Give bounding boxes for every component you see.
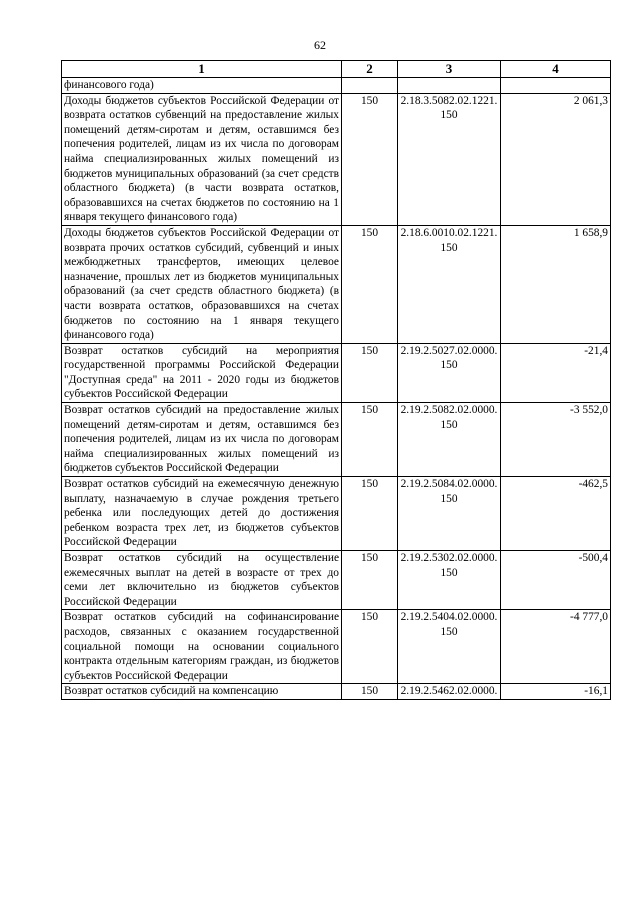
row-admin-code-cell: 150: [342, 610, 398, 684]
row-budget-code-cell: 2.18.6.0010.02.1221. 150: [398, 225, 501, 343]
row-name-cell: Возврат остатков субсидий на софинансирование расходов, связанных с оказанием государственной социальной помощи на основании социального контракта отдельным категориям граждан, из бюджетов субъектов Российской Федерации: [62, 610, 342, 684]
row-name-cell: Возврат остатков субсидий на осуществление ежемесячных выплат на детей в возрасте от трех до семи лет включительно из бюджетов субъектов Российской Федерации: [62, 551, 342, 610]
row-name-cell: Доходы бюджетов субъектов Российской Федерации от возврата остатков субвенций на предоставление жилых помещений детям-сиротам и детям, оставшимся без попечения родителей, лицам из их числа по договорам найма специализированных жилых помещений из бюджетов муниципальных образований (за счет средств областного бюджета) (в части возврата остатков, образовавшихся на счетах бюджетов по состоянию на 1 января текущего финансового года): [62, 93, 342, 225]
table-row: [62, 551, 611, 610]
row-admin-code-cell: 150: [342, 93, 398, 225]
row-budget-code-cell: 2.18.3.5082.02.1221. 150: [398, 93, 501, 225]
page-number: 62: [314, 38, 326, 52]
row-admin-code-cell: 150: [342, 225, 398, 343]
table-row: [62, 684, 611, 700]
row-amount-cell: [501, 78, 611, 94]
row-admin-code-cell: 150: [342, 343, 398, 402]
table-row: [62, 477, 611, 551]
table-row: [62, 93, 611, 225]
column-header-1: 1: [62, 61, 342, 78]
row-amount-cell: -21,4: [501, 343, 611, 402]
row-admin-code-cell: 150: [342, 403, 398, 477]
budget-table: [61, 60, 611, 700]
row-budget-code-cell: 2.19.2.5462.02.0000.: [398, 684, 501, 700]
table-row: [62, 403, 611, 477]
row-admin-code-cell: 150: [342, 551, 398, 610]
row-budget-code-cell: 2.19.2.5027.02.0000. 150: [398, 343, 501, 402]
row-budget-code-cell: [398, 78, 501, 94]
column-header-2: 2: [342, 61, 398, 78]
table-row: [62, 225, 611, 343]
row-amount-cell: -3 552,0: [501, 403, 611, 477]
row-amount-cell: -16,1: [501, 684, 611, 700]
row-admin-code-cell: [342, 78, 398, 94]
row-name-cell: Возврат остатков субсидий на предоставление жилых помещений детям-сиротам и детям, оставшимся без попечения родителей, лицам из их числа по договорам найма специализированных жилых помещений из бюджетов субъектов Российской Федерации: [62, 403, 342, 477]
table-row: [62, 78, 611, 94]
row-amount-cell: -500,4: [501, 551, 611, 610]
row-name-cell: финансового года): [62, 78, 342, 94]
row-name-cell: Возврат остатков субсидий на ежемесячную денежную выплату, назначаемую в случае рождения третьего ребенка или последующих детей до достижения ребенком возраста трех лет, из бюджетов субъектов Российской Федерации: [62, 477, 342, 551]
row-name-cell: Возврат остатков субсидий на мероприятия государственной программы Российской Федерации "Доступная среда" на 2011 - 2020 годы из бюджетов субъектов Российской Федерации: [62, 343, 342, 402]
row-amount-cell: -462,5: [501, 477, 611, 551]
table-header-row: [62, 61, 611, 78]
row-budget-code-cell: 2.19.2.5302.02.0000. 150: [398, 551, 501, 610]
row-amount-cell: -4 777,0: [501, 610, 611, 684]
row-budget-code-cell: 2.19.2.5084.02.0000. 150: [398, 477, 501, 551]
row-budget-code-cell: 2.19.2.5082.02.0000. 150: [398, 403, 501, 477]
row-admin-code-cell: 150: [342, 477, 398, 551]
row-amount-cell: 2 061,3: [501, 93, 611, 225]
table-row: [62, 610, 611, 684]
row-name-cell: Возврат остатков субсидий на компенсацию: [62, 684, 342, 700]
row-admin-code-cell: 150: [342, 684, 398, 700]
column-header-3: 3: [398, 61, 501, 78]
row-budget-code-cell: 2.19.2.5404.02.0000. 150: [398, 610, 501, 684]
row-amount-cell: 1 658,9: [501, 225, 611, 343]
table-row: [62, 343, 611, 402]
row-name-cell: Доходы бюджетов субъектов Российской Федерации от возврата прочих остатков субсидий, субвенций и иных межбюджетных трансфертов, имеющих целевое назначение, прошлых лет из бюджетов муниципальных образований (за счет средств областного бюджета) (в части возврата остатков, образовавшихся на счетах бюджетов по состоянию на 1 января текущего финансового года): [62, 225, 342, 343]
column-header-4: 4: [501, 61, 611, 78]
